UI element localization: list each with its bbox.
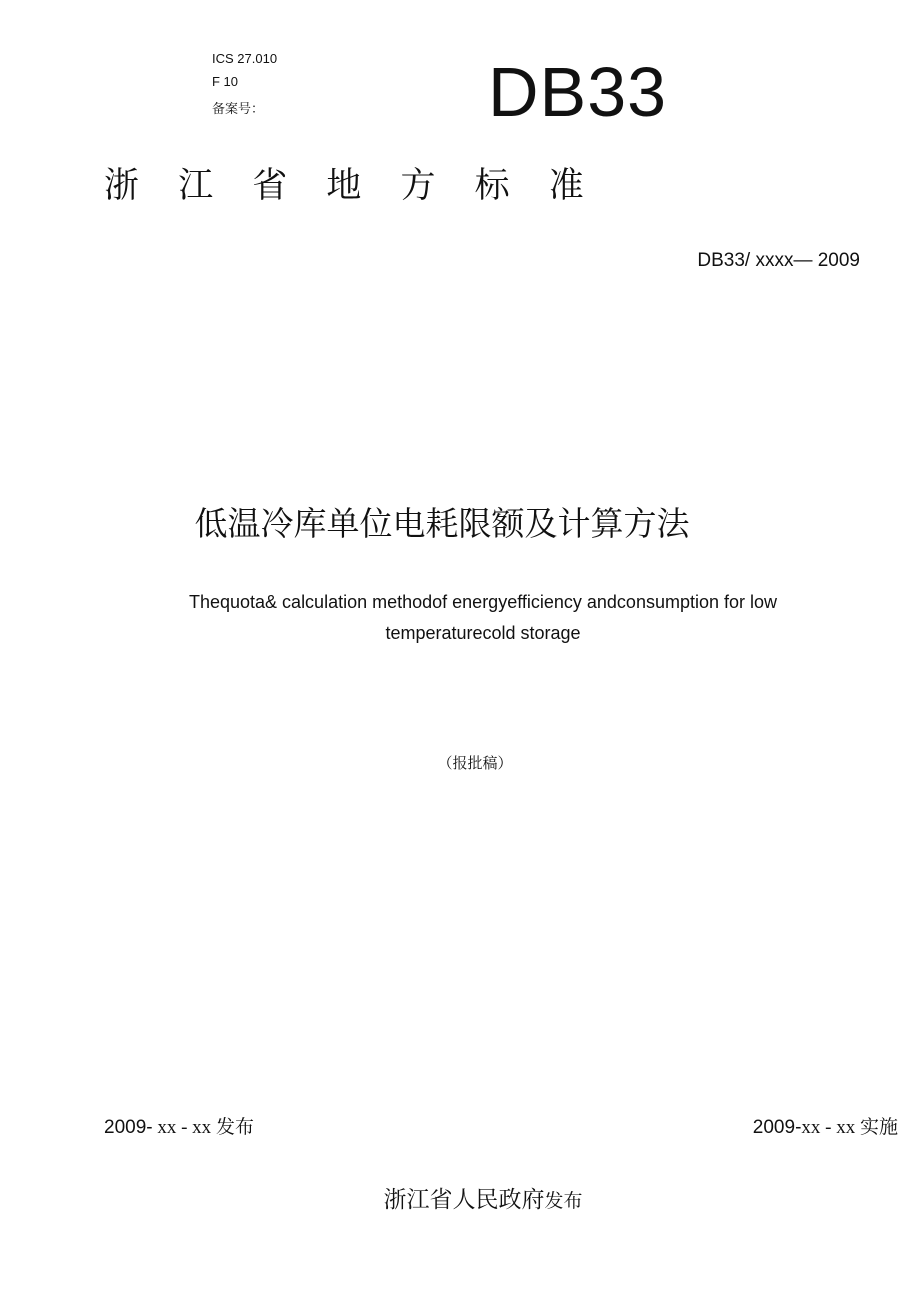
issue-date-rest: xx - xx <box>152 1117 216 1138</box>
issue-date-year: 2009- <box>104 1117 153 1138</box>
issuer-name: 浙江省人民政府 <box>383 1187 545 1213</box>
ics-code: ICS 27.010 <box>212 51 278 66</box>
draft-status: （报批稿） <box>437 754 513 772</box>
impl-date-rest: xx - xx <box>801 1117 860 1138</box>
standard-type-heading: 浙 江 省 地 方 标 准 <box>104 166 598 206</box>
implementation-date <box>753 1115 898 1141</box>
document-title-english-line1: Thequota& calculation methodof energyefficiency andconsumption for low <box>188 592 778 612</box>
impl-date-year: 2009- <box>752 1117 802 1138</box>
standard-code-large: DB33 <box>488 53 668 131</box>
issuer-label: 发布 <box>544 1190 583 1212</box>
document-title-english-line2: temperaturecold storage <box>385 623 581 643</box>
issue-date <box>104 1115 254 1141</box>
impl-date-label: 实施 <box>859 1117 898 1138</box>
issuing-authority <box>0 1184 920 1217</box>
standard-number: DB33/ xxxx— 2009 <box>697 250 860 271</box>
classification-code: F 10 <box>212 74 239 89</box>
issue-date-label: 发布 <box>215 1117 254 1138</box>
document-title-chinese: 低温冷库单位电耗限额及计算方法 <box>194 504 690 543</box>
record-number-label: 备案号： <box>212 101 265 116</box>
